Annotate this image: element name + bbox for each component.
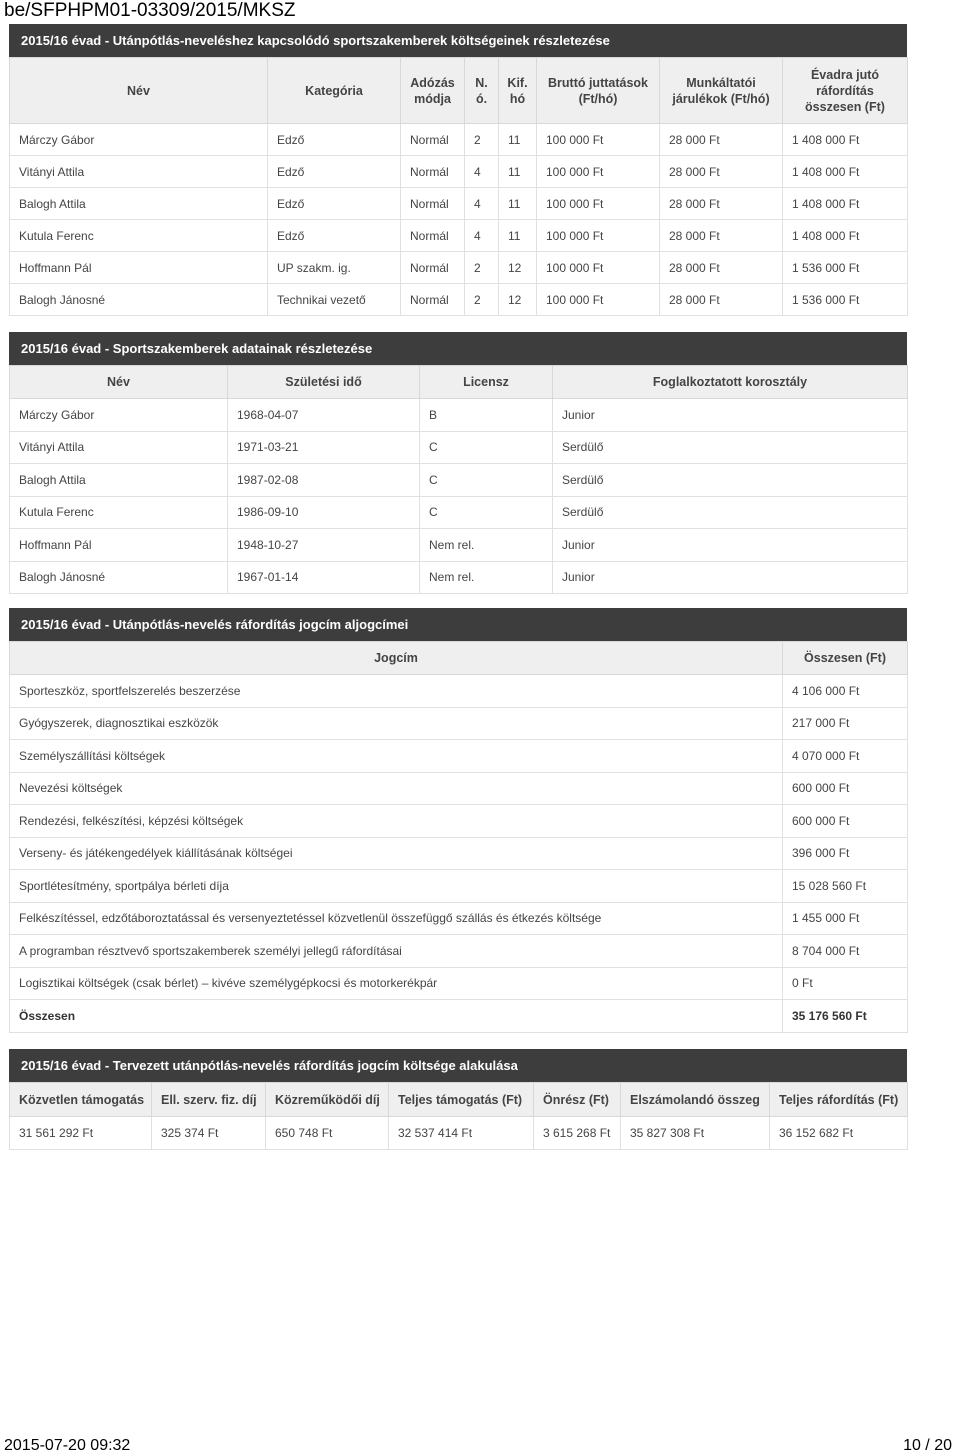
table-row [10,529,908,562]
table-cell: 4 [465,220,499,252]
table-cell: 28 000 Ft [660,156,783,188]
table-cell: Balogh Attila [10,188,268,220]
table-cell: C [420,464,553,497]
table-cell: 28 000 Ft [660,220,783,252]
costs-section-title: 2015/16 évad - Utánpótlás-neveléshez kapcsolódó sportszakemberek költségeinek részletezése [9,24,907,57]
table-cell: 100 000 Ft [537,220,660,252]
table-row [10,188,908,220]
column-header: Jogcím [10,642,783,675]
table-cell: 11 [499,220,537,252]
column-header: Kif. hó [499,58,537,124]
column-header: Születési idő [228,366,420,399]
table-cell: 1948-10-27 [228,529,420,562]
table-cell: Kutula Ferenc [10,496,228,529]
table-cell: Nevezési költségek [10,772,783,805]
table-cell: Normál [401,220,465,252]
table-row [10,561,908,594]
table-cell: A programban résztvevő sportszakemberek személyi jellegű ráfordításai [10,935,783,968]
column-header: Név [10,58,268,124]
table-cell: 35 827 308 Ft [621,1117,770,1150]
subtitles-header-row [10,642,908,675]
table-cell: Hoffmann Pál [10,529,228,562]
subtitles-section-title: 2015/16 évad - Utánpótlás-nevelés ráfordítás jogcím aljogcímei [9,608,907,641]
table-cell: Balogh Attila [10,464,228,497]
total-value: 35 176 560 Ft [783,1000,908,1033]
table-cell: 4 070 000 Ft [783,740,908,773]
staff-data-section-title: 2015/16 évad - Sportszakemberek adatainak részletezése [9,332,907,365]
table-cell: 36 152 682 Ft [770,1117,908,1150]
table-row [10,220,908,252]
table-cell: 650 748 Ft [266,1117,389,1150]
column-header: Adózás módja [401,58,465,124]
table-cell: 100 000 Ft [537,156,660,188]
table-cell: Edző [268,156,401,188]
column-header: Munkáltatói járulékok (Ft/hó) [660,58,783,124]
table-cell: Vitányi Attila [10,431,228,464]
table-row [10,675,908,708]
column-header: Licensz [420,366,553,399]
column-header: Teljes támogatás (Ft) [389,1083,534,1117]
planned-cost-section [9,1049,907,1150]
table-cell: 2 [465,284,499,316]
costs-header-row [10,58,908,124]
table-row [10,464,908,497]
costs-section [9,24,907,316]
column-header: Foglalkoztatott korosztály [553,366,908,399]
staff-header-row [10,366,908,399]
table-cell: 12 [499,284,537,316]
table-row [10,707,908,740]
table-cell: Hoffmann Pál [10,252,268,284]
table-cell: 1 408 000 Ft [783,124,908,156]
table-cell: 11 [499,156,537,188]
table-cell: 28 000 Ft [660,124,783,156]
column-header: Összesen (Ft) [783,642,908,675]
table-row [10,805,908,838]
planned-cost-values-row [10,1117,908,1150]
table-cell: Technikai vezető [268,284,401,316]
table-cell: 4 [465,156,499,188]
column-header: Kategória [268,58,401,124]
table-cell: 1 408 000 Ft [783,156,908,188]
table-cell: 11 [499,188,537,220]
table-cell: 32 537 414 Ft [389,1117,534,1150]
table-cell: UP szakm. ig. [268,252,401,284]
table-cell: Sportlétesítmény, sportpálya bérleti díja [10,870,783,903]
table-row [10,967,908,1000]
table-cell: 100 000 Ft [537,124,660,156]
table-cell: Serdülő [553,431,908,464]
table-cell: Verseny- és játékengedélyek kiállításának költségei [10,837,783,870]
table-cell: Balogh Jánosné [10,561,228,594]
table-cell: Edző [268,220,401,252]
column-header: Közreműködői díj [266,1083,389,1117]
table-cell: Személyszállítási költségek [10,740,783,773]
table-cell: 1986-09-10 [228,496,420,529]
table-row [10,870,908,903]
table-cell: Junior [553,561,908,594]
table-cell: 1971-03-21 [228,431,420,464]
table-row [10,772,908,805]
table-cell: 0 Ft [783,967,908,1000]
table-cell: Gyógyszerek, diagnosztikai eszközök [10,707,783,740]
column-header: Bruttó juttatások (Ft/hó) [537,58,660,124]
table-cell: Normál [401,156,465,188]
table-cell: 600 000 Ft [783,772,908,805]
table-cell: 1 408 000 Ft [783,220,908,252]
staff-data-section [9,332,907,594]
table-cell: Nem rel. [420,529,553,562]
table-cell: 4 [465,188,499,220]
table-row [10,399,908,432]
table-cell: Felkészítéssel, edzőtáboroztatással és versenyeztetéssel közvetlenül összefüggő szállás és étkezés költsége [10,902,783,935]
table-row [10,156,908,188]
table-cell: 100 000 Ft [537,252,660,284]
planned-cost-table [9,1082,908,1150]
table-cell: 2 [465,124,499,156]
table-cell: Edző [268,188,401,220]
table-cell: 325 374 Ft [152,1117,266,1150]
table-row [10,740,908,773]
column-header: N. ó. [465,58,499,124]
table-cell: Junior [553,529,908,562]
table-cell: Normál [401,188,465,220]
table-row [10,431,908,464]
table-cell: 11 [499,124,537,156]
table-row [10,837,908,870]
table-cell: 1987-02-08 [228,464,420,497]
table-cell: 396 000 Ft [783,837,908,870]
table-cell: 12 [499,252,537,284]
column-header: Teljes ráfordítás (Ft) [770,1083,908,1117]
costs-table [9,57,908,316]
table-cell: Normál [401,252,465,284]
document-id: be/SFPHPM01-03309/2015/MKSZ [4,0,296,21]
table-row [10,496,908,529]
table-row [10,902,908,935]
planned-cost-section-title: 2015/16 évad - Tervezett utánpótlás-nevelés ráfordítás jogcím költsége alakulása [9,1049,907,1082]
table-cell: C [420,496,553,529]
table-cell: Nem rel. [420,561,553,594]
table-cell: 1968-04-07 [228,399,420,432]
column-header: Közvetlen támogatás [10,1083,152,1117]
table-cell: 28 000 Ft [660,188,783,220]
column-header: Név [10,366,228,399]
table-cell: 600 000 Ft [783,805,908,838]
table-cell: 100 000 Ft [537,188,660,220]
table-cell: 8 704 000 Ft [783,935,908,968]
subtitles-section [9,608,907,1033]
table-cell: C [420,431,553,464]
table-cell: Serdülő [553,496,908,529]
table-cell: Normál [401,124,465,156]
table-cell: Kutula Ferenc [10,220,268,252]
table-cell: Balogh Jánosné [10,284,268,316]
table-cell: 1 536 000 Ft [783,252,908,284]
table-cell: Edző [268,124,401,156]
footer-page-number: 10 / 20 [903,1437,952,1454]
staff-data-table [9,365,908,594]
table-cell: B [420,399,553,432]
total-row [10,1000,908,1033]
table-cell: Márczy Gábor [10,124,268,156]
table-cell: Normál [401,284,465,316]
planned-cost-header-row [10,1083,908,1117]
table-cell: Vitányi Attila [10,156,268,188]
column-header: Önrész (Ft) [534,1083,621,1117]
table-row [10,124,908,156]
column-header: Ell. szerv. fiz. díj [152,1083,266,1117]
table-cell: 3 615 268 Ft [534,1117,621,1150]
table-cell: 2 [465,252,499,284]
table-cell: Márczy Gábor [10,399,228,432]
table-cell: 28 000 Ft [660,284,783,316]
table-cell: Logisztikai költségek (csak bérlet) – kivéve személygépkocsi és motorkerékpár [10,967,783,1000]
table-row [10,252,908,284]
table-cell: Rendezési, felkészítési, képzési költségek [10,805,783,838]
table-row [10,935,908,968]
subtitles-table [9,641,908,1033]
table-cell: 1 536 000 Ft [783,284,908,316]
table-cell: 28 000 Ft [660,252,783,284]
column-header: Elszámolandó összeg [621,1083,770,1117]
table-cell: 31 561 292 Ft [10,1117,152,1150]
table-cell: 217 000 Ft [783,707,908,740]
table-cell: Sporteszköz, sportfelszerelés beszerzése [10,675,783,708]
table-row [10,284,908,316]
table-cell: Junior [553,399,908,432]
table-cell: 1 408 000 Ft [783,188,908,220]
table-cell: 1967-01-14 [228,561,420,594]
table-cell: Serdülő [553,464,908,497]
table-cell: 100 000 Ft [537,284,660,316]
column-header: Évadra jutó ráfordítás összesen (Ft) [783,58,908,124]
footer-timestamp: 2015-07-20 09:32 [4,1437,131,1454]
table-cell: 15 028 560 Ft [783,870,908,903]
table-cell: 4 106 000 Ft [783,675,908,708]
total-label: Összesen [10,1000,783,1033]
table-cell: 1 455 000 Ft [783,902,908,935]
